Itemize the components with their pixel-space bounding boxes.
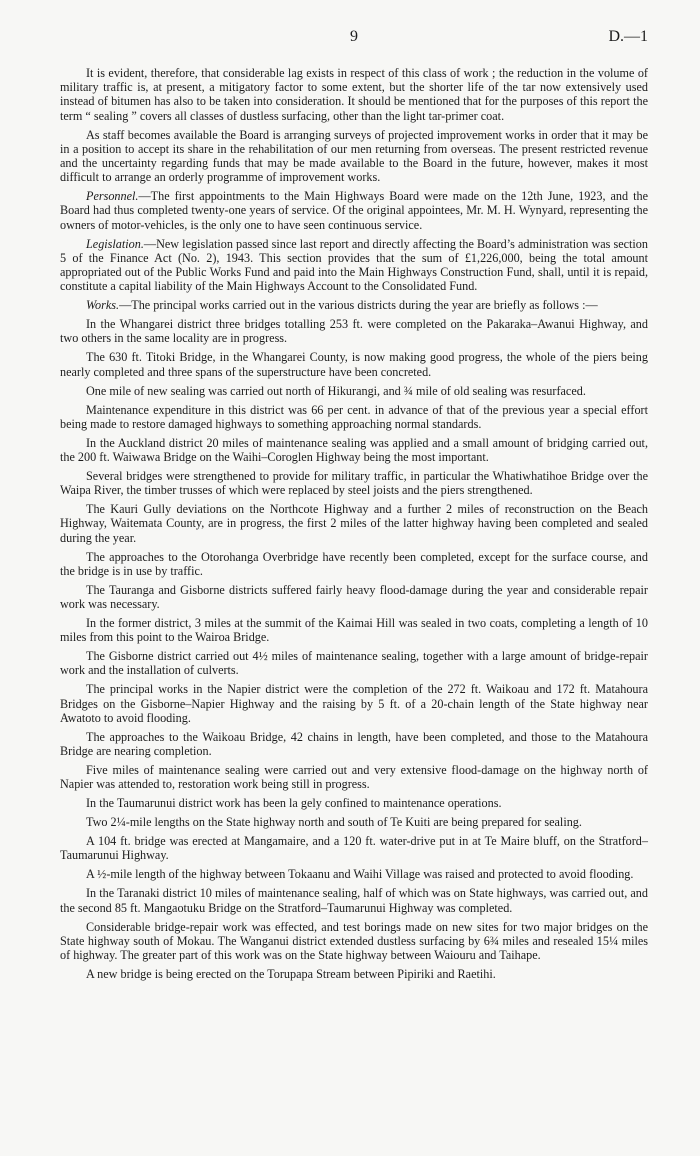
paragraph-text: It is evident, therefore, that considerable lag exists in respect of this class of work ; the reduction in the volume of military traffic is, at present, a mitigatory factor to some extent, but the shorter life of the tar now extensively used instead of bitumen has also to be taken into consideration. It should be mentioned that for the purposes of this report the term “ sealing ” covers all classes of dustless surfacing, other than the light tar-primer coat.: [60, 66, 648, 123]
paragraph-text: The Gisborne district carried out 4½ miles of maintenance sealing, together with a large amount of bridge-repair work and the installation of culverts.: [60, 649, 648, 678]
paragraph-text: The Tauranga and Gisborne districts suffered fairly heavy flood-damage during the year and considerable repair work was necessary.: [60, 582, 648, 612]
paragraph: [60, 682, 648, 725]
paragraph: [60, 815, 648, 829]
paragraph-text: In the former district, 3 miles at the summit of the Kaimai Hill was sealed in two coats, completing a length of 10 miles from this point to the Wairoa Bridge.: [60, 616, 648, 645]
paragraph-text: In the Taranaki district 10 miles of maintenance sealing, half of which was on State highways, was carried out, and the second 85 ft. Mangaotuku Bridge on the Stratford–Taumarunui Highway was completed.: [60, 886, 648, 915]
paragraph: [60, 469, 648, 497]
document-reference: D.—1: [608, 28, 648, 45]
paragraph-heading: Legislation.: [86, 236, 144, 251]
paragraph: [60, 436, 648, 464]
paragraph-text: As staff becomes available the Board is arranging surveys of projected improvement works in order that it may be in a position to accept its share in the rehabilitation of our men returning from overseas. The present restricted revenue and the uncertainty regarding funds that may be made available to the Board in the future, however, makes it most difficult to arrange an orderly programme of improvement works.: [60, 127, 648, 185]
paragraph: [60, 350, 648, 378]
paragraph-heading: Works.: [86, 298, 120, 313]
paragraph: [60, 128, 648, 185]
document-page: [60, 28, 648, 1138]
paragraph-text: The 630 ft. Titoki Bridge, in the Whangarei County, is now making good progress, the whole of the piers being nearly completed and three spans of the superstructure have been concreted.: [60, 350, 648, 379]
paragraph-text: In the Taumarunui district work has been la gely confined to maintenance operations.: [86, 796, 502, 811]
paragraph-text: In the Auckland district 20 miles of maintenance sealing was applied and a small amount of bridging carried out, the 200 ft. Waiwawa Bridge on the Waihi–Coroglen Highway being the most important.: [60, 435, 648, 465]
paragraph: [60, 237, 648, 294]
paragraph: [60, 967, 648, 981]
paragraph-text: A ½-mile length of the highway between Tokaanu and Waihi Village was raised and protected to avoid flooding.: [86, 867, 634, 882]
paragraph: [60, 384, 648, 398]
paragraph-heading: Personnel.: [86, 189, 139, 204]
paragraph: [60, 867, 648, 881]
paragraph-text: Two 2¼-mile lengths on the State highway north and south of Te Kuiti are being prepared for sealing.: [86, 815, 582, 830]
paragraph-text: Considerable bridge-repair work was effected, and test borings made on new sites for two major bridges on the State highway south of Mokau. The Wanganui district extended dustless surfacing by 6¾ miles and resealed 15¼ miles of highway. The greater part of this work was on the State highway between Waiouru and Taihape.: [60, 919, 648, 963]
paragraph-text: Several bridges were strengthened to provide for military traffic, in particular the Whatiwhatihoe Bridge over the Waipa River, the timber trusses of which were replaced by steel joists and the piers strengthened.: [60, 469, 648, 498]
paragraph-text: Maintenance expenditure in this district was 66 per cent. in advance of that of the previous year a special effort being made to restore damaged highways to something approaching normal standards.: [60, 402, 648, 431]
paragraph: [60, 317, 648, 345]
paragraph-text: —The principal works carried out in the various districts during the year are briefly as follows :—: [119, 298, 598, 313]
paragraph-text: The approaches to the Waikoau Bridge, 42 chains in length, have been completed, and those to the Matahoura Bridge are nearing completion.: [60, 729, 648, 759]
page-number: 9: [350, 28, 358, 45]
paragraph: [60, 886, 648, 914]
paragraph-text: One mile of new sealing was carried out north of Hikurangi, and ¾ mile of old sealing was resurfaced.: [86, 383, 586, 398]
paragraph: [60, 796, 648, 810]
paragraph-text: A 104 ft. bridge was erected at Mangamaire, and a 120 ft. water-drive put in at Te Maire bluff, on the Stratford–Taumarunui Highway.: [60, 834, 648, 863]
paragraph-text: The principal works in the Napier district were the completion of the 272 ft. Waikoau and 172 ft. Matahoura Bridges on the Gisborne–Napier Highway and the raising by 5 ft. of a 20-chain length of the State highway near Awatoto to avoid flooding.: [60, 682, 648, 725]
paragraph-text: —New legislation passed since last report and directly affecting the Board’s administration was section 5 of the Finance Act (No. 2), 1943. This section provides that the sum of £1,226,000, being the total amount appropriated out of the Public Works Fund and paid into the Main Highways Construction Fund, shall, until it is repaid, constitute a capital liability of the Main Highways Account to the Consolidated Fund.: [60, 236, 648, 294]
paragraph-text: In the Whangarei district three bridges totalling 253 ft. were completed on the Pakaraka–Awanui Highway, and two others in the same locality are in progress.: [60, 317, 648, 346]
body-text: [60, 66, 648, 981]
paragraph: [60, 502, 648, 545]
paragraph: [60, 763, 648, 791]
paragraph: [60, 649, 648, 677]
paragraph: [60, 66, 648, 123]
paragraph: [60, 616, 648, 644]
paragraph: [60, 403, 648, 431]
paragraph-text: The approaches to the Otorohanga Overbridge have recently been completed, except for the surface course, and the bridge is in use by traffic.: [60, 549, 648, 578]
paragraph: [60, 550, 648, 578]
paragraph: [60, 583, 648, 611]
page-header: [60, 28, 648, 52]
paragraph-text: Five miles of maintenance sealing were carried out and very extensive flood-damage on the highway north of Napier was attended to, restoration work being still in progress.: [60, 763, 648, 792]
paragraph: [60, 834, 648, 862]
paragraph: [60, 189, 648, 232]
paragraph-text: —The first appointments to the Main Highways Board were made on the 12th June, 1923, and the Board had thus completed twenty-one years of service. Of the original appointees, Mr. M. H. Wynyard, representing the owners of motor-vehicles, is the only one to have seen continuous service.: [60, 189, 648, 232]
paragraph: [60, 920, 648, 963]
paragraph-text: The Kauri Gully deviations on the Northcote Highway and a further 2 miles of reconstruction on the Beach Highway, Waitemata County, are in progress, the first 2 miles of the latter highway having been completed and sealed during the year.: [60, 502, 648, 545]
paragraph: [60, 730, 648, 758]
paragraph-text: A new bridge is being erected on the Torupapa Stream between Pipiriki and Raetihi.: [86, 967, 496, 982]
paragraph: [60, 298, 648, 312]
